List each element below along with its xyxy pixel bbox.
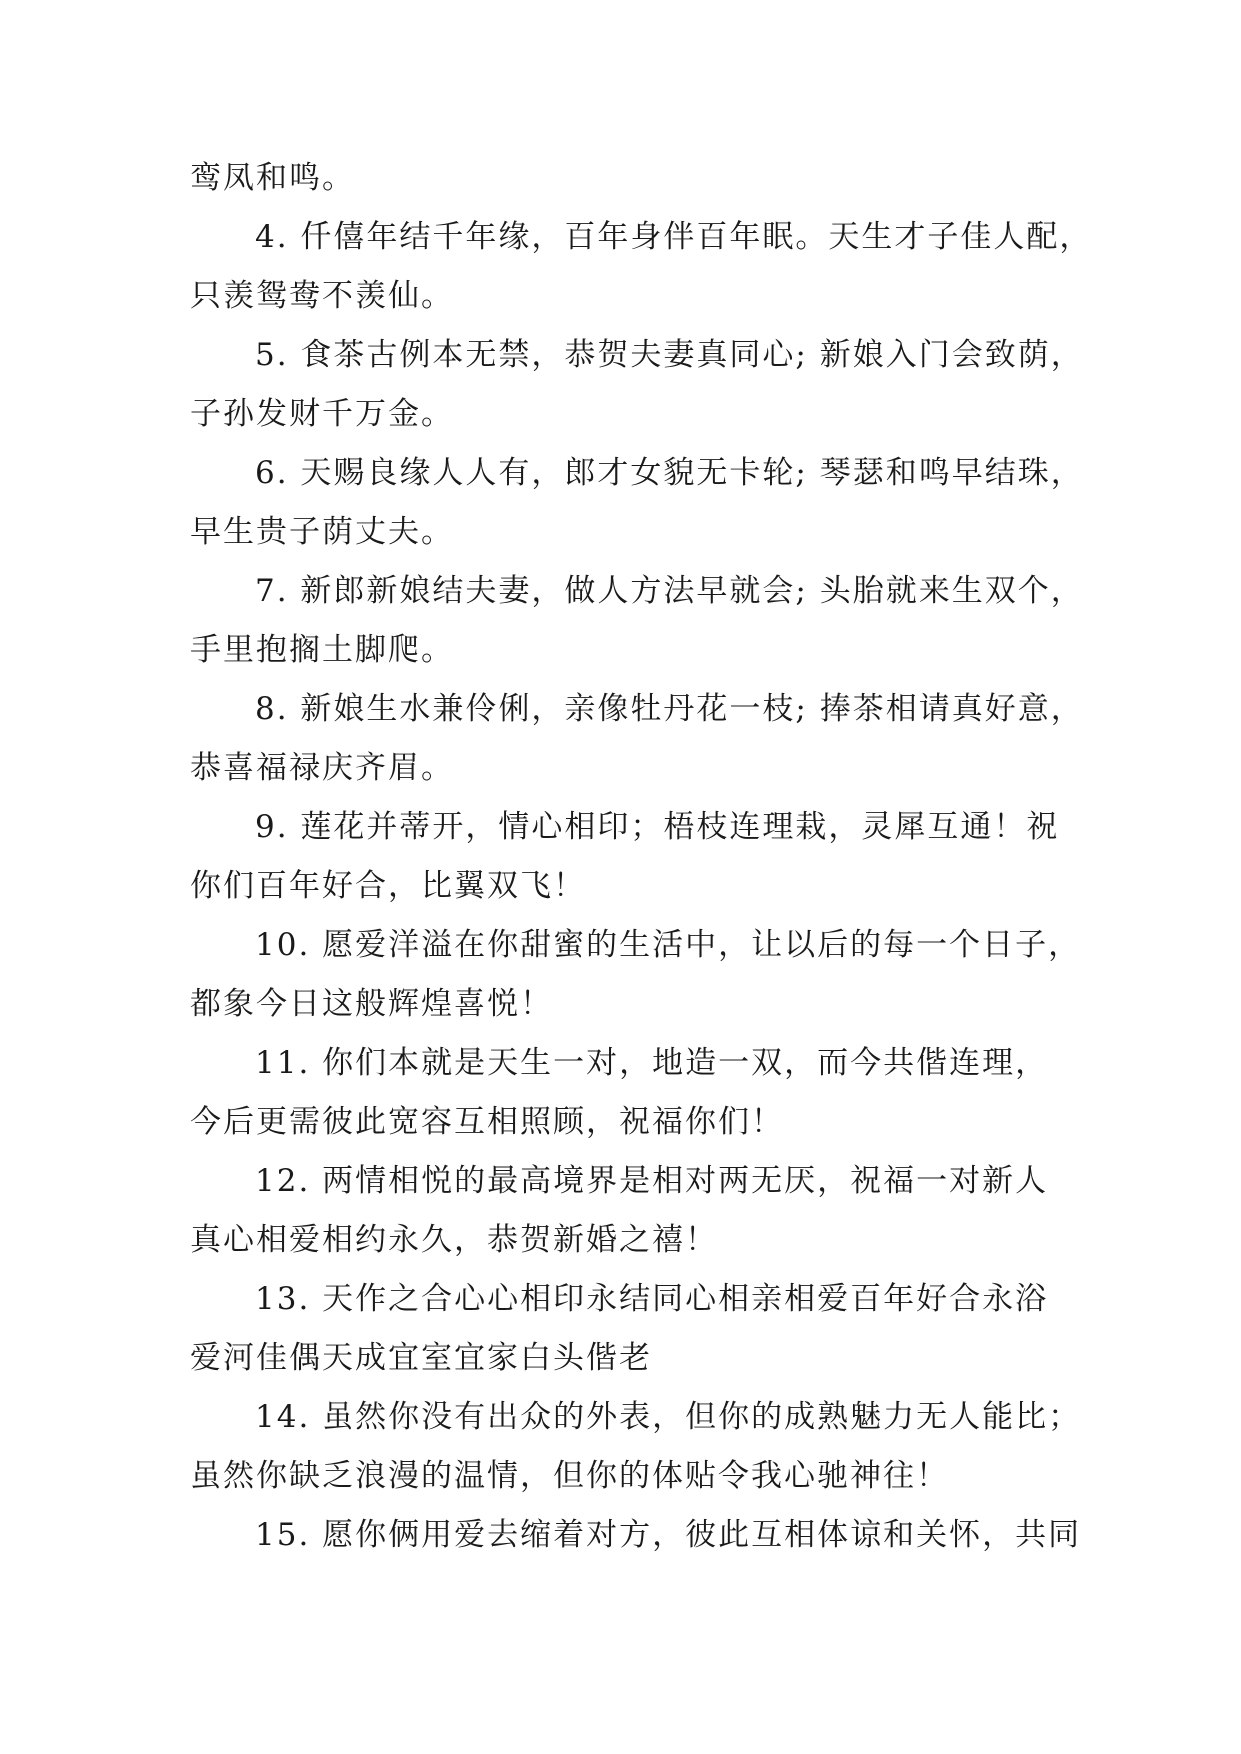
text-line: 6. 天赐良缘人人有，郎才女貌无卡轮; 琴瑟和鸣早结珠， — [255, 455, 1084, 491]
text-line: 手里抱搁土脚爬。 — [190, 632, 454, 668]
text-line: 恭喜福禄庆齐眉。 — [190, 750, 454, 786]
text-line: 10. 愿爱洋溢在你甜蜜的生活中，让以后的每一个日子， — [255, 927, 1082, 963]
text-line: 只羡鸳鸯不羡仙。 — [190, 278, 454, 314]
text-line: 9. 莲花并蒂开，情心相印；梧枝连理栽，灵犀互通！祝 — [255, 809, 1060, 845]
text-line: 虽然你缺乏浪漫的温情，但你的体贴令我心驰神往！ — [190, 1458, 949, 1494]
paragraph — [190, 217, 1093, 335]
text-line: 爱河佳偶天成宜室宜家白头偕老 — [190, 1340, 652, 1376]
text-line: 子孙发财千万金。 — [190, 396, 454, 432]
paragraph — [190, 689, 1084, 807]
text-line: 都象今日这般辉煌喜悦！ — [190, 986, 553, 1022]
text-line: 12. 两情相悦的最高境界是相对两无厌，祝福一对新人 — [255, 1163, 1049, 1199]
text-line: 7. 新郎新娘结夫妻，做人方法早就会; 头胎就来生双个， — [255, 573, 1084, 609]
paragraph — [190, 1515, 1082, 1574]
text-line: 5. 食茶古例本无禁，恭贺夫妻真同心; 新娘入门会致荫， — [255, 337, 1084, 373]
paragraph — [190, 1397, 1082, 1515]
paragraph — [190, 1279, 1062, 1397]
text-line: 鸾凤和鸣。 — [190, 160, 355, 196]
text-line: 今后更需彼此宽容互相照顾，祝福你们！ — [190, 1104, 784, 1140]
paragraph — [190, 807, 1062, 925]
text-line: 11. 你们本就是天生一对，地造一双，而今共偕连理， — [255, 1045, 1049, 1081]
text-line: 13. 天作之合心心相印永结同心相亲相爱百年好合永浴 — [255, 1281, 1049, 1317]
paragraph — [190, 335, 1084, 453]
text-line: 14. 虽然你没有出众的外表，但你的成熟魅力无人能比； — [255, 1399, 1082, 1435]
text-line: 8. 新娘生水兼伶俐，亲像牡丹花一枝; 捧茶相请真好意， — [255, 691, 1084, 727]
text-line: 15. 愿你俩用爱去缩着对方，彼此互相体谅和关怀，共同 — [255, 1517, 1082, 1553]
text-line: 真心相爱相约永久，恭贺新婚之禧！ — [190, 1222, 718, 1258]
text-line: 你们百年好合，比翼双飞！ — [190, 868, 586, 904]
paragraph — [190, 158, 1062, 217]
paragraph — [190, 1043, 1062, 1161]
paragraph — [190, 571, 1084, 689]
document-body — [190, 158, 1093, 1574]
paragraph — [190, 1161, 1062, 1279]
paragraph — [190, 453, 1084, 571]
text-line: 早生贵子荫丈夫。 — [190, 514, 454, 550]
paragraph — [190, 925, 1082, 1043]
text-line: 4. 仟僖年结千年缘，百年身伴百年眠。天生才子佳人配， — [255, 219, 1093, 255]
